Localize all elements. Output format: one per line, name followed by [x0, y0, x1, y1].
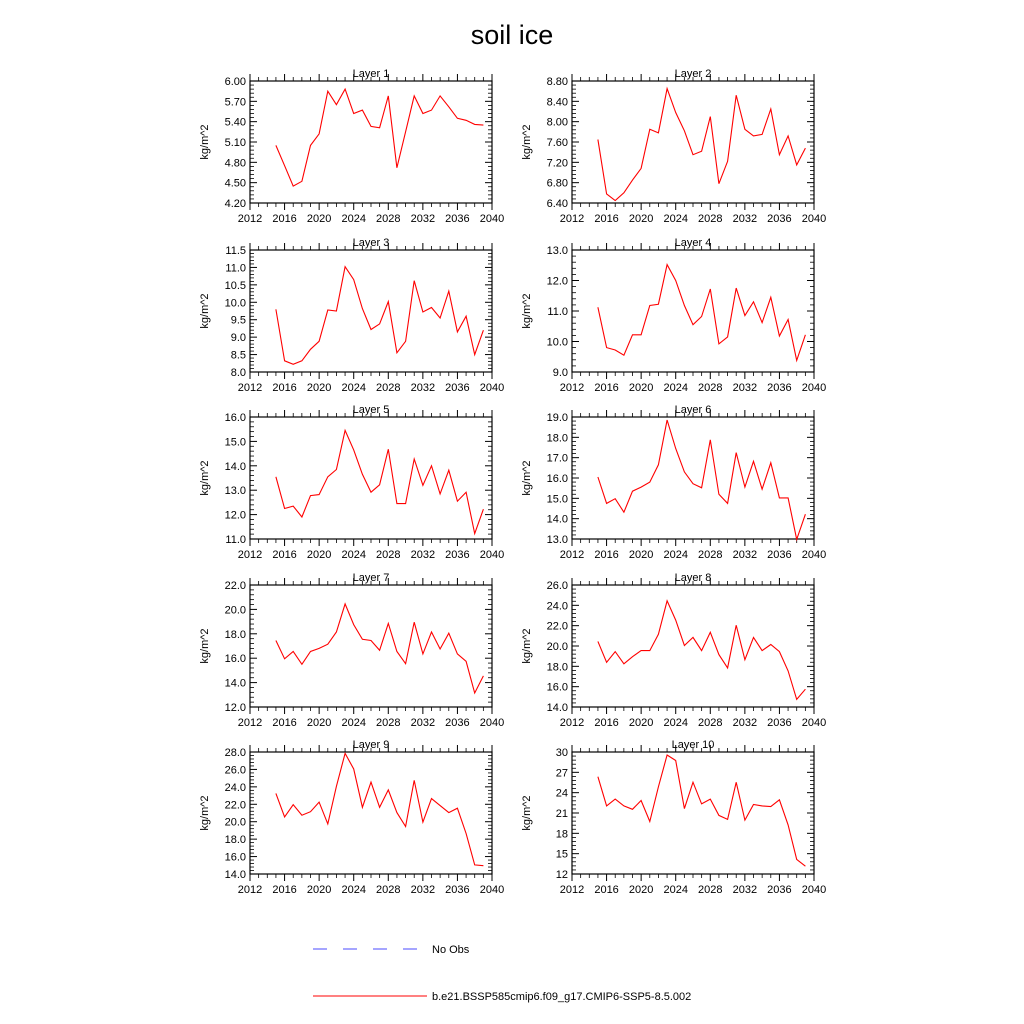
- y-tick-label: 14.0: [224, 460, 246, 473]
- y-tick-label: 18.0: [546, 661, 568, 674]
- x-tick-label: 2016: [272, 717, 297, 729]
- x-tick-label: 2012: [237, 717, 263, 729]
- y-tick-label: 16.0: [224, 851, 246, 864]
- y-tick-label: 9.0: [552, 367, 568, 379]
- x-tick-label: 2016: [594, 213, 619, 225]
- x-tick-label: 2036: [767, 884, 792, 896]
- x-tick-label: 2036: [767, 717, 792, 729]
- x-tick-label: 2040: [479, 549, 505, 561]
- y-tick-label: 9.0: [230, 332, 246, 345]
- x-tick-label: 2028: [376, 213, 401, 225]
- y-tick-label: 16.0: [546, 681, 568, 694]
- y-tick-label: 11.0: [547, 306, 568, 318]
- x-tick-label: 2016: [272, 382, 297, 394]
- x-tick-label: 2028: [376, 549, 401, 561]
- y-axis-label: kg/m^2: [199, 795, 211, 831]
- y-tick-label: 10.5: [224, 279, 246, 292]
- x-tick-label: 2028: [376, 717, 401, 729]
- panel-title: Layer 7: [352, 572, 390, 584]
- x-tick-label: 2020: [628, 382, 654, 394]
- y-tick-label: 7.60: [546, 137, 568, 149]
- x-tick-label: 2028: [698, 213, 723, 225]
- panel-title: Layer 9: [352, 739, 390, 751]
- y-tick-label: 14.0: [546, 702, 568, 714]
- y-tick-label: 16.0: [546, 473, 568, 485]
- x-tick-label: 2020: [628, 884, 654, 896]
- x-tick-label: 2032: [732, 213, 758, 225]
- x-tick-label: 2028: [376, 382, 401, 394]
- y-tick-label: 6.40: [546, 198, 568, 210]
- figure-title: soil ice: [470, 20, 554, 50]
- y-tick-label: 14.0: [224, 677, 246, 690]
- legend-obs-label: No Obs: [432, 944, 470, 956]
- x-tick-label: 2024: [663, 213, 688, 225]
- y-tick-label: 18.0: [224, 628, 246, 641]
- x-tick-label: 2012: [559, 884, 585, 896]
- y-tick-label: 8.0: [230, 367, 246, 379]
- x-tick-label: 2032: [410, 717, 436, 729]
- x-tick-label: 2024: [663, 717, 688, 729]
- y-axis-label: kg/m^2: [521, 124, 533, 160]
- y-tick-label: 11.5: [225, 245, 246, 257]
- x-tick-label: 2032: [410, 884, 436, 896]
- x-tick-label: 2012: [559, 213, 585, 225]
- x-tick-label: 2024: [341, 382, 366, 394]
- panel-title: Layer 1: [352, 68, 390, 80]
- x-tick-label: 2040: [479, 382, 505, 394]
- y-tick-label: 11.0: [225, 534, 246, 546]
- y-axis-label: kg/m^2: [521, 795, 533, 831]
- x-tick-label: 2020: [306, 717, 332, 729]
- x-tick-label: 2020: [306, 382, 332, 394]
- y-tick-label: 21: [555, 808, 568, 820]
- y-tick-label: 12: [555, 869, 568, 881]
- x-tick-label: 2040: [801, 884, 827, 896]
- panel-title: Layer 2: [674, 68, 712, 80]
- x-tick-label: 2028: [698, 382, 723, 394]
- x-tick-label: 2016: [594, 717, 619, 729]
- x-tick-label: 2040: [801, 213, 827, 225]
- x-tick-label: 2040: [479, 884, 505, 896]
- x-tick-label: 2036: [445, 213, 470, 225]
- x-tick-label: 2036: [445, 717, 470, 729]
- panel-title: Layer 5: [352, 404, 390, 416]
- y-tick-label: 24.0: [224, 781, 246, 794]
- panel-title: Layer 3: [352, 237, 390, 249]
- y-tick-label: 10.0: [224, 297, 246, 310]
- y-axis-label: kg/m^2: [199, 460, 211, 496]
- y-tick-label: 28.0: [224, 747, 246, 759]
- x-tick-label: 2012: [237, 549, 263, 561]
- x-tick-label: 2032: [410, 213, 436, 225]
- x-tick-label: 2020: [306, 549, 332, 561]
- x-tick-label: 2040: [801, 549, 827, 561]
- x-tick-label: 2028: [376, 884, 401, 896]
- x-tick-label: 2024: [663, 382, 688, 394]
- y-tick-label: 12.0: [224, 702, 246, 714]
- y-tick-label: 8.40: [546, 96, 568, 109]
- y-tick-label: 30: [555, 747, 568, 759]
- x-tick-label: 2020: [628, 213, 654, 225]
- y-tick-label: 12.0: [546, 275, 568, 288]
- y-tick-label: 8.80: [546, 76, 568, 88]
- y-tick-label: 4.20: [224, 198, 246, 210]
- x-tick-label: 2036: [445, 549, 470, 561]
- x-tick-label: 2024: [341, 549, 366, 561]
- y-tick-label: 18.0: [546, 432, 568, 445]
- x-tick-label: 2028: [698, 717, 723, 729]
- y-tick-label: 8.5: [230, 349, 246, 362]
- x-tick-label: 2032: [732, 884, 758, 896]
- x-tick-label: 2028: [698, 884, 723, 896]
- y-axis-label: kg/m^2: [521, 293, 533, 329]
- x-tick-label: 2036: [767, 382, 792, 394]
- y-tick-label: 26.0: [546, 580, 568, 592]
- x-tick-label: 2032: [732, 717, 758, 729]
- legend-model-label: b.e21.BSSP585cmip6.f09_g17.CMIP6-SSP5-8.5.002: [432, 991, 692, 1003]
- y-tick-label: 5.10: [224, 137, 246, 149]
- x-tick-label: 2012: [559, 382, 585, 394]
- y-tick-label: 17.0: [546, 452, 568, 465]
- x-tick-label: 2012: [559, 717, 585, 729]
- y-tick-label: 19.0: [546, 412, 568, 424]
- x-tick-label: 2016: [272, 549, 297, 561]
- x-tick-label: 2012: [237, 213, 263, 225]
- x-tick-label: 2024: [341, 213, 366, 225]
- x-tick-label: 2020: [306, 213, 332, 225]
- y-tick-label: 16.0: [224, 412, 246, 424]
- y-axis-label: kg/m^2: [521, 628, 533, 664]
- y-tick-label: 22.0: [224, 580, 246, 592]
- panel-title: Layer 4: [674, 237, 712, 249]
- x-tick-label: 2016: [594, 884, 619, 896]
- x-tick-label: 2020: [306, 884, 332, 896]
- x-tick-label: 2012: [237, 382, 263, 394]
- y-tick-label: 18: [555, 828, 568, 841]
- x-tick-label: 2028: [698, 549, 723, 561]
- x-tick-label: 2016: [272, 884, 297, 896]
- x-tick-label: 2032: [410, 549, 436, 561]
- y-tick-label: 8.00: [546, 116, 568, 129]
- x-tick-label: 2024: [341, 884, 366, 896]
- x-tick-label: 2020: [628, 717, 654, 729]
- y-tick-label: 13.0: [224, 485, 246, 498]
- y-tick-label: 12.0: [224, 509, 246, 522]
- y-tick-label: 27: [555, 767, 568, 780]
- y-tick-label: 26.0: [224, 764, 246, 777]
- x-tick-label: 2032: [410, 382, 436, 394]
- y-tick-label: 9.5: [230, 314, 246, 327]
- y-tick-label: 13.0: [546, 534, 568, 546]
- x-tick-label: 2016: [594, 549, 619, 561]
- x-tick-label: 2036: [767, 213, 792, 225]
- y-tick-label: 22.0: [546, 620, 568, 633]
- y-tick-label: 6.80: [546, 177, 568, 190]
- x-tick-label: 2012: [237, 884, 263, 896]
- x-tick-label: 2012: [559, 549, 585, 561]
- y-tick-label: 16.0: [224, 653, 246, 666]
- x-tick-label: 2032: [732, 549, 758, 561]
- y-tick-label: 13.0: [546, 245, 568, 257]
- y-tick-label: 15.0: [224, 436, 246, 449]
- y-tick-label: 15.0: [546, 493, 568, 506]
- x-tick-label: 2036: [445, 884, 470, 896]
- y-tick-label: 20.0: [224, 604, 246, 617]
- y-tick-label: 15: [555, 848, 568, 861]
- x-tick-label: 2036: [445, 382, 470, 394]
- x-tick-label: 2040: [479, 213, 505, 225]
- y-tick-label: 11.0: [225, 262, 246, 275]
- x-tick-label: 2036: [767, 549, 792, 561]
- y-tick-label: 5.70: [224, 96, 246, 109]
- y-tick-label: 20.0: [224, 816, 246, 829]
- panel-title: Layer 8: [674, 572, 712, 584]
- x-tick-label: 2016: [594, 382, 619, 394]
- y-tick-label: 14.0: [224, 869, 246, 881]
- x-tick-label: 2040: [479, 717, 505, 729]
- x-tick-label: 2016: [272, 213, 297, 225]
- y-tick-label: 7.20: [546, 157, 568, 170]
- y-tick-label: 24.0: [546, 600, 568, 613]
- y-tick-label: 4.50: [224, 177, 246, 190]
- x-tick-label: 2024: [663, 549, 688, 561]
- x-tick-label: 2040: [801, 717, 827, 729]
- y-tick-label: 6.00: [224, 76, 246, 88]
- x-tick-label: 2024: [341, 717, 366, 729]
- y-tick-label: 18.0: [224, 834, 246, 847]
- y-tick-label: 10.0: [546, 336, 568, 349]
- y-axis-label: kg/m^2: [521, 460, 533, 496]
- y-tick-label: 5.40: [224, 116, 246, 129]
- x-tick-label: 2020: [628, 549, 654, 561]
- y-axis-label: kg/m^2: [199, 628, 211, 664]
- x-tick-label: 2032: [732, 382, 758, 394]
- y-axis-label: kg/m^2: [199, 124, 211, 160]
- y-tick-label: 20.0: [546, 641, 568, 653]
- x-tick-label: 2024: [663, 884, 688, 896]
- y-tick-label: 22.0: [224, 799, 246, 812]
- y-axis-label: kg/m^2: [199, 293, 211, 329]
- panel-title: Layer 10: [671, 739, 715, 751]
- x-tick-label: 2040: [801, 382, 827, 394]
- y-tick-label: 4.80: [224, 157, 246, 170]
- panel-title: Layer 6: [674, 404, 712, 416]
- y-tick-label: 24: [555, 787, 568, 800]
- y-tick-label: 14.0: [546, 513, 568, 526]
